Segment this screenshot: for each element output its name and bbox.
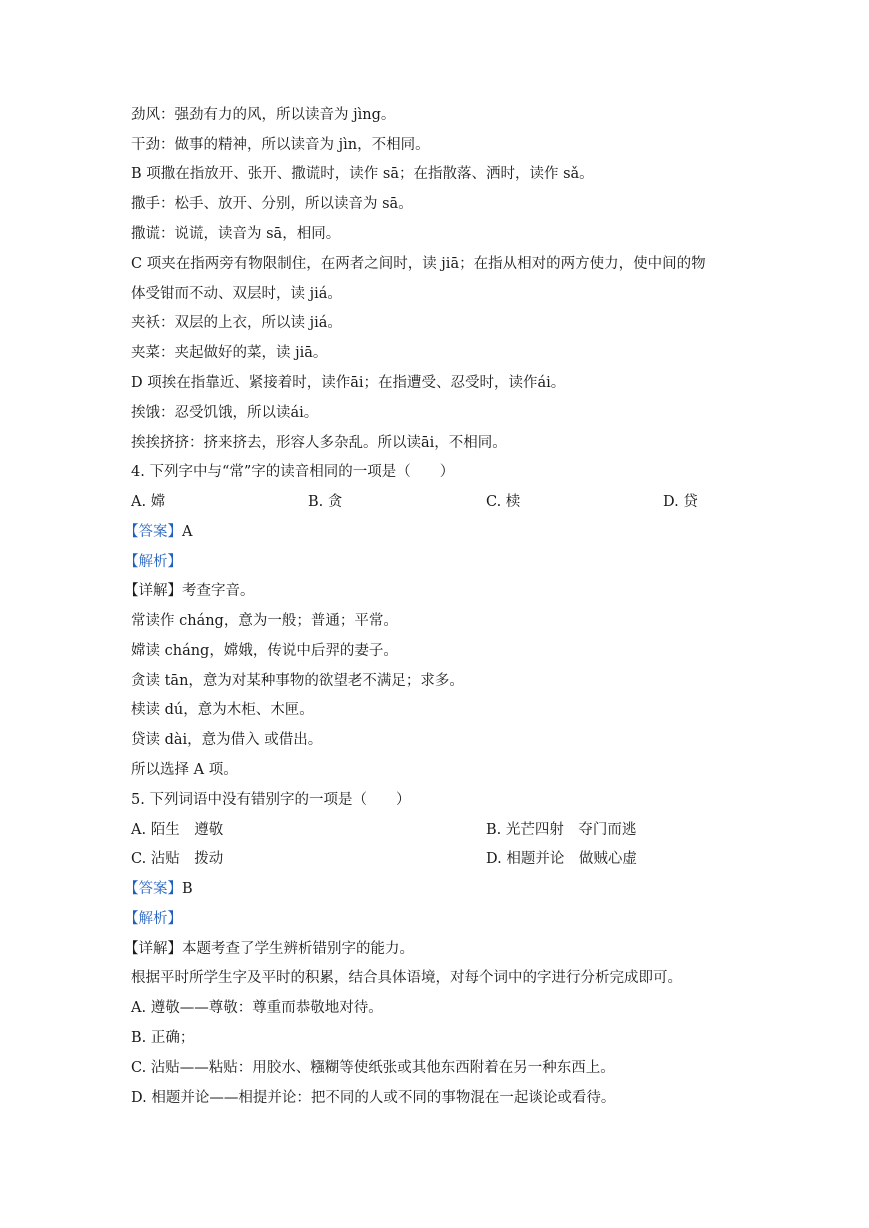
q4-answer — [124, 522, 192, 542]
text-line: B. 正确； — [131, 1030, 195, 1046]
text-line: 夹菜：夹起做好的菜，读 jiā。 — [131, 345, 328, 361]
text-line: 所以选择 A 项。 — [131, 762, 238, 778]
analysis-tag: 【解析】 — [124, 911, 182, 927]
text-line: 贷读 dài，意为借入 或借出。 — [131, 732, 323, 748]
q4-analysis — [124, 552, 182, 572]
text-line: D. 相题并论——相提并论：把不同的人或不同的事物混在一起谈论或看待。 — [131, 1090, 616, 1106]
text-line: 嫦读 cháng，嫦娥，传说中后羿的妻子。 — [131, 643, 398, 659]
text-line: C 项夹在指两旁有物限制住，在两者之间时，读 jiā；在指从相对的两方使力，使中间的物 — [131, 256, 706, 272]
text-line: 撒手：松手、放开、分别，所以读音为 sā。 — [131, 196, 413, 212]
detail-text: 本题考查了学生辨析错别字的能力。 — [182, 941, 414, 957]
text-line: 根据平时所学生字及平时的积累，结合具体语境，对每个词中的字进行分析完成即可。 — [131, 970, 682, 986]
text-line: 挨饿：忍受饥饿，所以读ái。 — [131, 405, 319, 421]
text-line: C. 沾贴——粘贴：用胶水、糨糊等使纸张或其他东西附着在另一种东西上。 — [131, 1060, 615, 1076]
detail-tag: 【详解】 — [124, 941, 182, 957]
q5-detail — [124, 939, 414, 959]
answer-value: A — [182, 524, 193, 540]
text-line: 夹袄：双层的上衣，所以读 jiá。 — [131, 315, 342, 331]
q4-detail — [124, 581, 255, 601]
text-line: 干劲：做事的精神，所以读音为 jìn，不相同。 — [131, 137, 430, 153]
question-4-text: 4. 下列字中与“常”字的读音相同的一项是（ ） — [131, 464, 455, 480]
detail-tag: 【详解】 — [124, 583, 182, 599]
text-line: 劲风：强劲有力的风，所以读音为 jìng。 — [131, 107, 396, 123]
q5-option-c: C. 沾贴 拨动 — [131, 851, 224, 867]
q5-analysis — [124, 909, 182, 929]
q4-option-c: C. 椟 — [486, 494, 521, 510]
answer-tag: 【答案】 — [124, 881, 182, 897]
q5-option-d: D. 相题并论 做贼心虚 — [486, 851, 637, 867]
answer-value: B — [182, 881, 193, 897]
q5-option-a: A. 陌生 遵敬 — [131, 822, 224, 838]
q4-option-d: D. 贷 — [663, 494, 698, 510]
detail-text: 考查字音。 — [182, 583, 255, 599]
text-line: B 项撒在指放开、张开、撒谎时，读作 sā；在指散落、洒时，读作 sǎ。 — [131, 166, 594, 182]
text-line: 贪读 tān，意为对某种事物的欲望老不满足；求多。 — [131, 673, 464, 689]
text-line: 撒谎：说谎，读音为 sā，相同。 — [131, 226, 341, 242]
analysis-tag: 【解析】 — [124, 554, 182, 570]
q4-option-b: B. 贪 — [308, 494, 343, 510]
text-line: 椟读 dú，意为木柜、木匣。 — [131, 702, 314, 718]
text-line: D 项挨在指靠近、紧接着时，读作āi；在指遭受、忍受时，读作ái。 — [131, 375, 566, 391]
text-line: A. 遵敬——尊敬：尊重而恭敬地对待。 — [131, 1000, 383, 1016]
answer-tag: 【答案】 — [124, 524, 182, 540]
text-line: 体受钳而不动、双层时，读 jiá。 — [131, 286, 342, 302]
q5-answer — [124, 879, 193, 899]
q4-option-a: A. 嫦 — [131, 494, 166, 510]
text-line: 挨挨挤挤：挤来挤去，形容人多杂乱。所以读āi，不相同。 — [131, 435, 507, 451]
text-line: 常读作 cháng，意为一般；普通；平常。 — [131, 613, 398, 629]
q5-option-b: B. 光芒四射 夺门而逃 — [486, 822, 637, 838]
question-5-text: 5. 下列词语中没有错别字的一项是（ ） — [131, 792, 411, 808]
